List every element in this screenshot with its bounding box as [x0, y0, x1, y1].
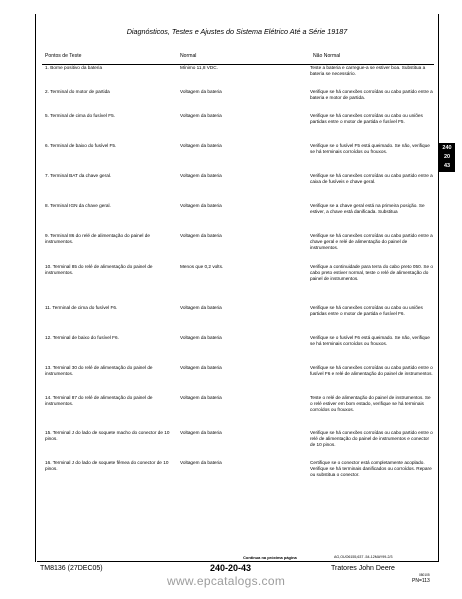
table-row: [42, 203, 434, 233]
test-table: [42, 53, 434, 494]
not-normal-action-cell: Verifique se há conexões corroídas ou cabo ou uniões partidas entre o motor de partida e fusível F5.: [310, 112, 423, 124]
table-row: [42, 395, 434, 430]
table-row: [42, 173, 434, 203]
normal-value-cell: Mínimo 11,8 VDC.: [180, 65, 218, 70]
test-point-cell: 9. Terminal 86 do relé de alimentação do painel de instrumentos.: [45, 232, 150, 244]
test-point-cell: 6. Terminal de baixo do fusível F5.: [45, 142, 117, 148]
test-point-cell: 15. Terminal J do lado de soquete macho do conector de 10 pinos.: [45, 429, 170, 441]
page-frame-right: [438, 14, 439, 562]
page-frame-left: [35, 14, 36, 562]
test-point-cell: 16. Terminal J do lado de soquete fêmea do conector de 10 pinos.: [45, 459, 169, 471]
continued-note: Continua na próxima página: [243, 555, 297, 560]
table-row: [42, 430, 434, 460]
footer-date: 080105: [419, 573, 430, 577]
table-row: [42, 460, 434, 494]
not-normal-action-cell: Teste o relé de alimentação do painel de instrumentos. Se o relé estiver em bom estado, verifique se há terminais corroídos ou frouxos.: [310, 394, 431, 412]
section-tab-chapter: 20: [443, 154, 451, 160]
test-point-cell: 11. Terminal de cima do fusível F6.: [45, 304, 118, 310]
table-row: [42, 365, 434, 395]
section-tab: [439, 143, 455, 172]
not-normal-action-cell: Verifique se a chave geral está na primeira posição. Se estiver, a chave está danificada. Substitua: [310, 202, 425, 214]
table-row: [42, 305, 434, 335]
normal-value-cell: Voltagem da bateria: [180, 112, 222, 118]
not-normal-action-cell: Verifique a continuidade para terra do cabo preto 050. Se o cabo preto estiver normal, teste o relé de alimentação do painel de instrumentos.: [310, 263, 434, 281]
normal-value-cell: Voltagem da bateria: [180, 429, 222, 435]
not-normal-action-cell: Verifique se o fusível F6 está queimado. Se não, verifique se há terminais corroídos ou frouxos.: [310, 334, 430, 346]
section-tab-group: 240: [442, 145, 452, 151]
normal-value-cell: Voltagem da bateria: [180, 88, 222, 94]
document-code: AG,OUO6155,637 -54-12MAY99-2/3: [334, 555, 393, 559]
not-normal-action-cell: Verifique se há conexões corroídas ou cabo partido entre o fusível F6 e relé de alimentação do painel de instrumentos.: [310, 364, 433, 376]
test-point-cell: 10. Terminal 85 do relé de alimentação do painel de instrumentos.: [45, 263, 153, 275]
header-not-normal: Não Normal: [310, 53, 434, 65]
normal-value-cell: Menos que 0,2 volts.: [180, 263, 224, 269]
not-normal-action-cell: Certifique se o conector está completamente acoplado. Verifique se há terminais danificados ou corroídos. Repare ou substitua o conector.: [310, 459, 432, 477]
table-row: [42, 233, 434, 264]
test-point-cell: 7. Terminal BAT da chave geral.: [45, 172, 112, 178]
normal-value-cell: Voltagem da bateria: [180, 202, 222, 208]
test-point-cell: 13. Terminal 30 do relé de alimentação do painel de instrumentos.: [45, 364, 153, 376]
not-normal-action-cell: Verifique se há conexões corroídas ou cabo ou uniões partidas entre o motor de partida e fusível F6.: [310, 304, 423, 316]
table-row: [42, 264, 434, 305]
test-point-cell: 8. Terminal IGN da chave geral.: [45, 202, 111, 208]
not-normal-action-cell: Verifique se há conexões corroídas ou cabo partido entre a chave geral e relé de alimentação do painel de instrumentos.: [310, 232, 433, 250]
normal-value-cell: Voltagem da bateria: [180, 459, 222, 465]
footer-pn: PN=113: [412, 578, 430, 584]
test-point-cell: 5. Terminal de cima do fusível F5.: [45, 112, 115, 118]
normal-value-cell: Voltagem da bateria: [180, 142, 222, 148]
normal-value-cell: Voltagem da bateria: [180, 334, 222, 340]
table-row: [42, 143, 434, 173]
normal-value-cell: Voltagem da bateria: [180, 304, 222, 310]
test-point-cell: 14. Terminal 87 do relé de alimentação do painel de instrumentos.: [45, 394, 153, 406]
normal-value-cell: Voltagem da bateria: [180, 172, 222, 178]
test-point-cell: 2. Terminal do motor de partida: [45, 88, 110, 94]
test-point-cell: 1. Borne positivo da bateria: [45, 65, 103, 70]
normal-value-cell: Voltagem da bateria: [180, 232, 222, 238]
table-header-row: [42, 53, 434, 65]
table-row: [42, 65, 434, 89]
footer-rule: [37, 561, 438, 562]
table-row: [42, 113, 434, 143]
not-normal-action-cell: Verifique se há conexões corroídas ou cabo partido entre o relé de alimentação do painel de instrumentos e conector de 10 pinos.: [310, 429, 433, 447]
section-tab-page: 43: [443, 163, 451, 169]
table-row: [42, 89, 434, 113]
header-test-points: Pontos de Teste: [42, 53, 177, 65]
test-point-cell: 12. Terminal de baixo do fusível F6.: [45, 334, 119, 340]
normal-value-cell: Voltagem da bateria: [180, 394, 222, 400]
page-title: Diagnósticos, Testes e Ajustes do Sistema Elétrico Até a Série 19187: [126, 27, 348, 36]
normal-value-cell: Voltagem da bateria: [180, 364, 222, 370]
not-normal-action-cell: Verifique se há conexões corroídas ou cabo partido entre a bateria e motor de partida.: [310, 88, 433, 100]
not-normal-action-cell: Teste a bateria e carregue-a se estiver boa. Substitua a bateria se necessário.: [310, 65, 426, 76]
header-normal: Normal: [177, 53, 310, 65]
footer-page-number: 240-20-43: [210, 563, 252, 573]
not-normal-action-cell: Verifique se o fusível F5 está queimado. Se não, verifique se há terminais corroídos ou frouxos.: [310, 142, 430, 154]
footer-manual-id: TM8136 (27DEC05): [40, 565, 103, 572]
not-normal-action-cell: Verifique se há conexões corroídas ou cabo partido entre a caixa de fusíveis e chave geral.: [310, 172, 433, 184]
watermark: www.epcatalogs.com: [167, 574, 286, 588]
footer-publication: Tratores John Deere: [331, 565, 395, 572]
table-row: [42, 335, 434, 365]
